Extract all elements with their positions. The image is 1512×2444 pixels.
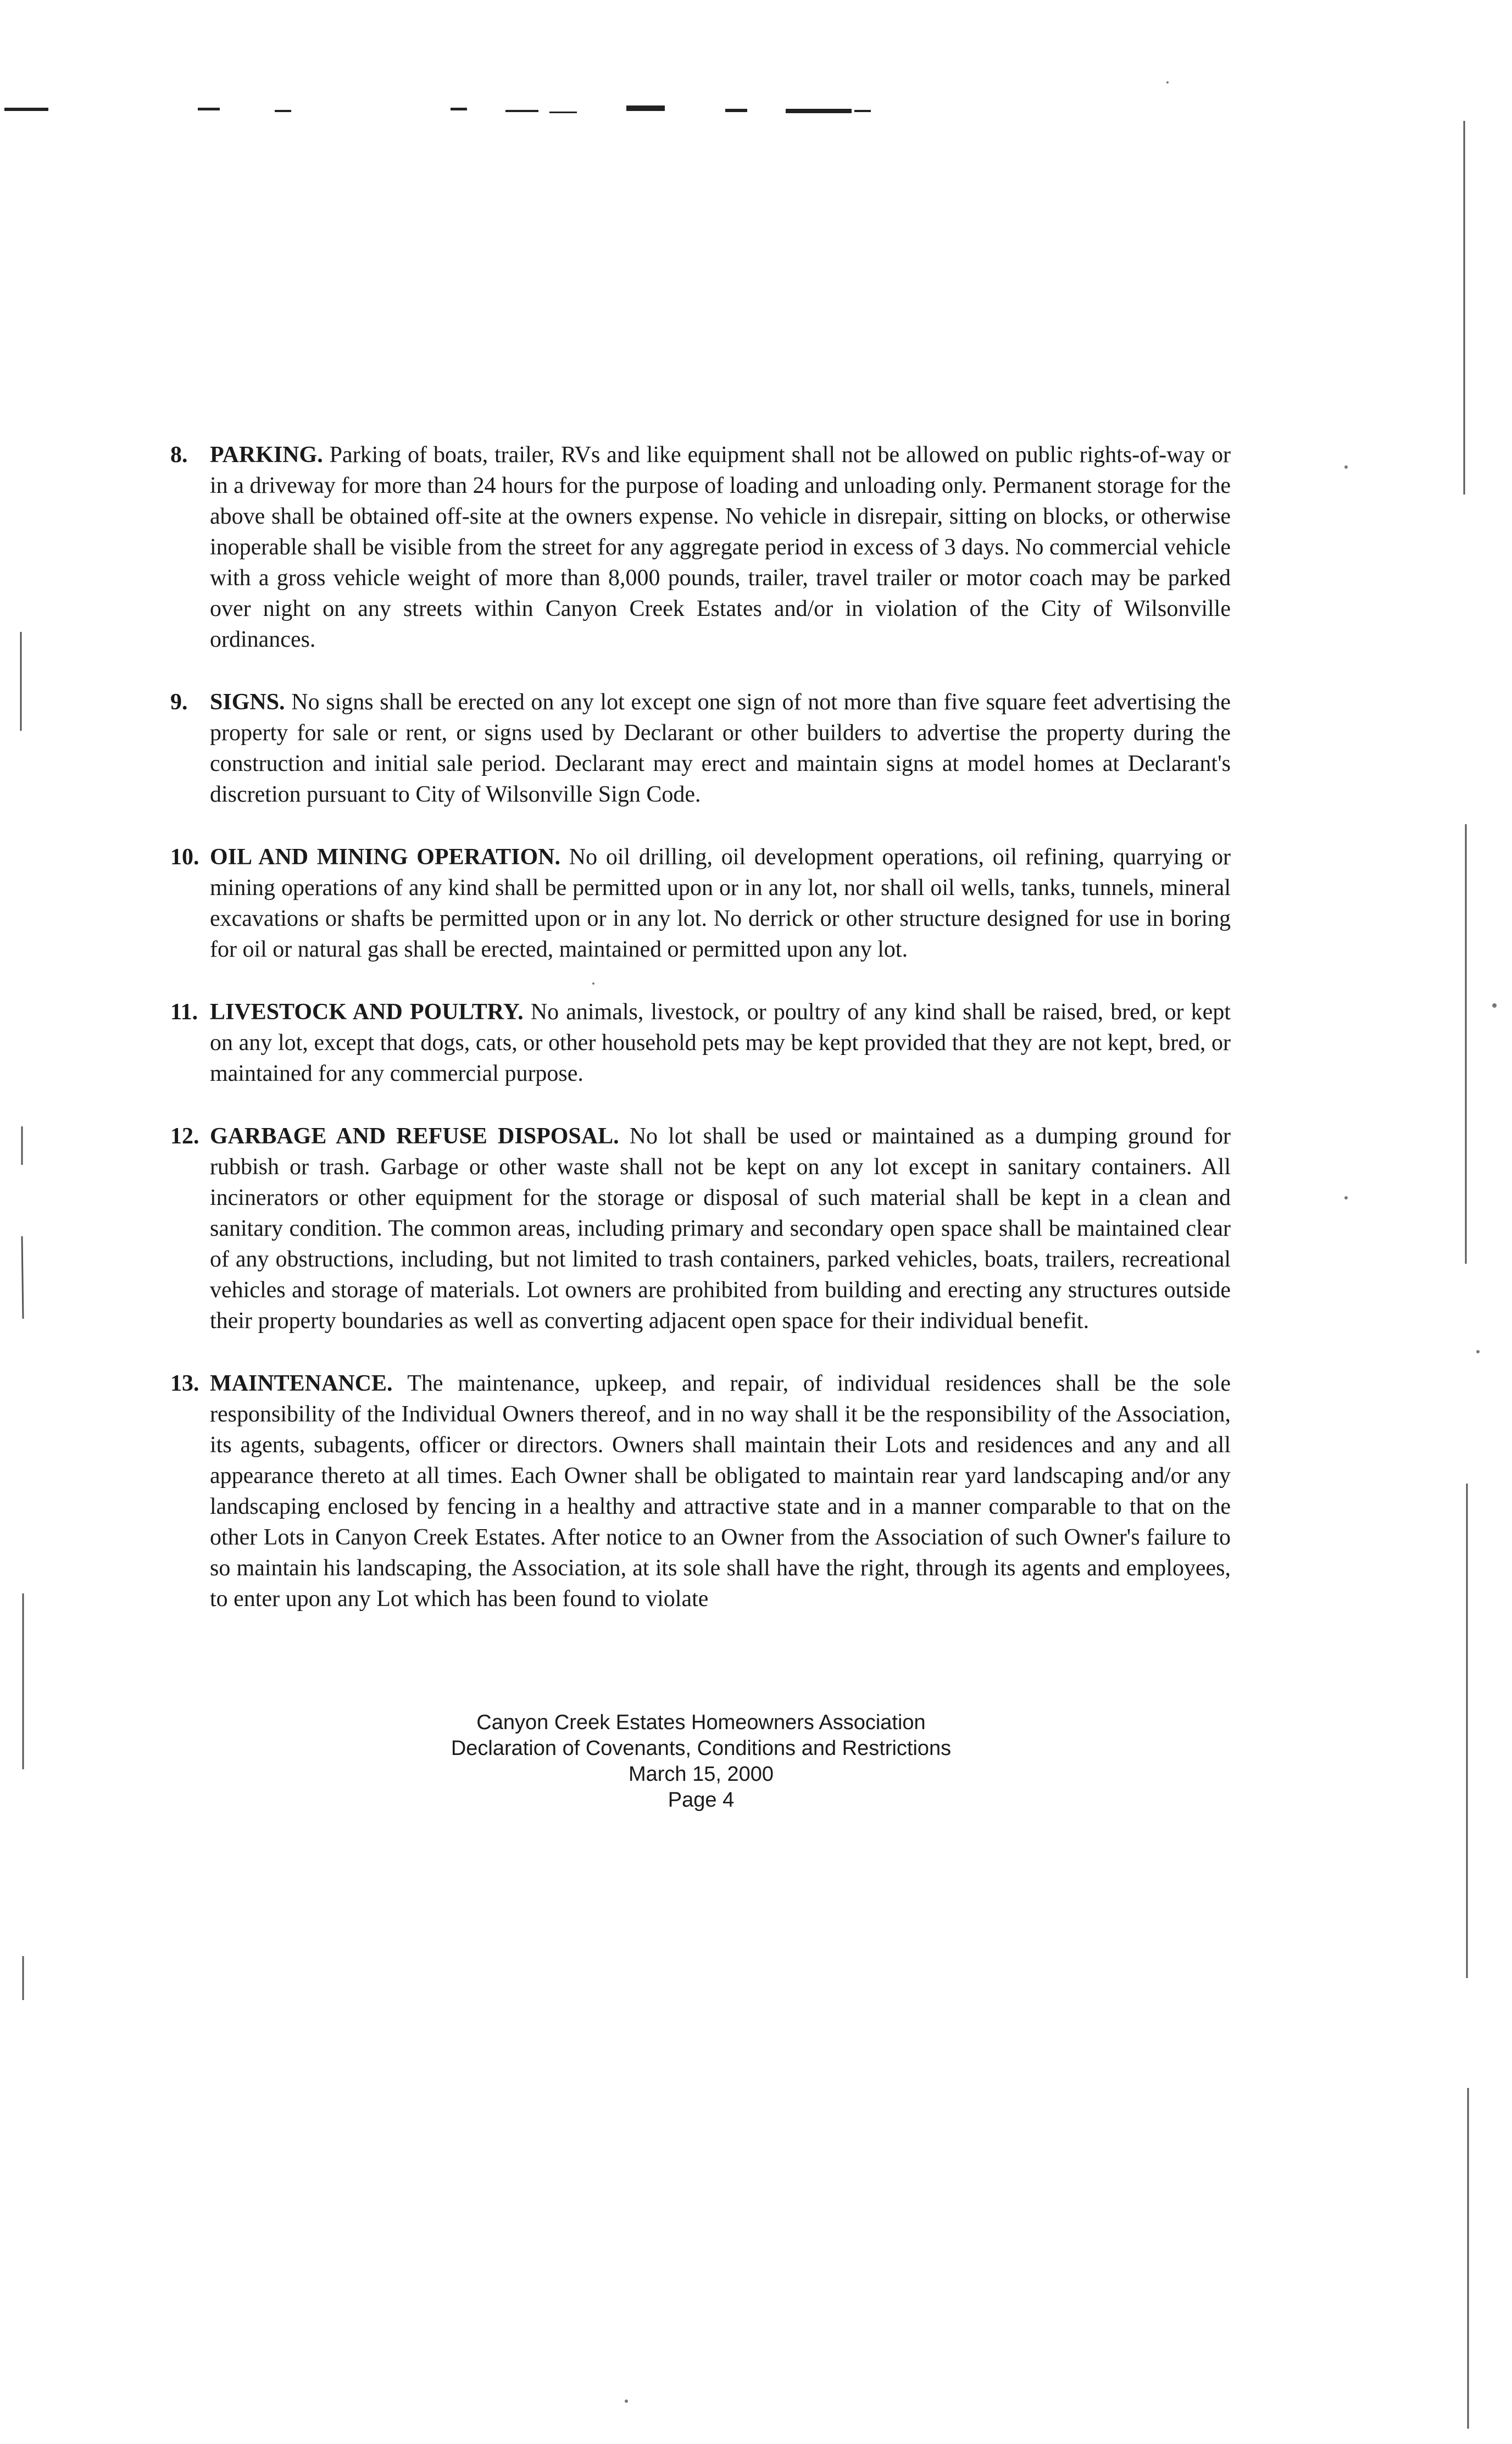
section-number: 13. — [170, 1371, 199, 1396]
document-body — [170, 440, 1231, 1646]
section-garbage-and-refuse — [170, 1121, 1231, 1336]
section-heading: MAINTENANCE. — [210, 1371, 408, 1396]
footer-page-number: Page 4 — [668, 1788, 735, 1812]
section-body: No animals, livestock, or poultry of any kind shall be raised, bred, or kept on any lot, except that dogs, cats, or other household pets may be kept provided that they are not kept, bred, or maintained for any commercial purpose. — [210, 999, 1231, 1086]
section-parking — [170, 440, 1231, 655]
section-signs — [170, 687, 1231, 810]
footer-date: March 15, 2000 — [628, 1763, 774, 1786]
section-heading: PARKING. — [210, 442, 330, 468]
section-heading: OIL AND MINING OPERATION. — [210, 845, 569, 870]
section-body: No signs shall be erected on any lot except one sign of not more than five square feet advertising the property for sale or rent, or signs used by Declarant or other builders to advertise the property during the construction and initial sale period. Declarant may erect and maintain signs at model homes at Declarant's discretion pursuant to City of Wilsonville Sign Code. — [210, 690, 1231, 807]
footer-document-title: Declaration of Covenants, Conditions and Restrictions — [451, 1737, 952, 1760]
section-heading: GARBAGE AND REFUSE DISPOSAL. — [210, 1124, 630, 1149]
section-number: 9. — [170, 690, 188, 715]
page-footer — [152, 1710, 1250, 1813]
section-heading: SIGNS. — [210, 690, 292, 715]
section-number: 8. — [170, 442, 188, 468]
section-heading: LIVESTOCK AND POULTRY. — [210, 999, 531, 1025]
section-livestock-and-poultry — [170, 997, 1231, 1089]
section-oil-and-mining — [170, 842, 1231, 965]
footer-association: Canyon Creek Estates Homeowners Association — [476, 1711, 926, 1734]
section-body: The maintenance, upkeep, and repair, of individual residences shall be the sole responsibility of the Individual Owners thereof, and in no way shall it be the responsibility of the Association, its agents, subagents, officer or directors. Owners shall maintain their Lots and residences and any and all appearance thereto at all times. Each Owner shall be obligated to maintain rear yard landscaping and/or any landscaping enclosed by fencing in a healthy and attractive state and in a manner comparable to that on the other Lots in Canyon Creek Estates. After notice to an Owner from the Association of such Owner's failure to so maintain his landscaping, the Association, at its sole shall have the right, through its agents and employees, to enter upon any Lot which has been found to violate — [210, 1371, 1231, 1612]
section-body: No lot shall be used or maintained as a dumping ground for rubbish or trash. Garbage or other waste shall not be kept on any lot except in sanitary containers. All incinerators or other equipment for the storage or disposal of such material shall be kept in a clean and sanitary condition. The common areas, including primary and secondary open space shall be maintained clear of any obstructions, including, but not limited to trash containers, parked vehicles, boats, trailers, recreational vehicles and storage of materials. Lot owners are prohibited from building and erecting any structures outside their property boundaries as well as converting adjacent open space for their individual benefit. — [210, 1124, 1231, 1334]
section-number: 10. — [170, 845, 199, 870]
section-number: 12. — [170, 1124, 199, 1149]
section-maintenance — [170, 1368, 1231, 1614]
section-body: No oil drilling, oil development operations, oil refining, quarrying or mining operations of any kind shall be permitted upon or in any lot, nor shall oil wells, tanks, tunnels, mineral excavations or shafts be permitted upon or in any lot. No derrick or other structure designed for use in boring for oil or natural gas shall be erected, maintained or permitted upon any lot. — [210, 845, 1231, 962]
section-body: Parking of boats, trailer, RVs and like equipment shall not be allowed on public rights-of-way or in a driveway for more than 24 hours for the purpose of loading and unloading only. Permanent storage for the above shall be obtained off-site at the owners expense. No vehicle in disrepair, sitting on blocks, or otherwise inoperable shall be visible from the street for any aggregate period in excess of 3 days. No commercial vehicle with a gross vehicle weight of more than 8,000 pounds, trailer, travel trailer or motor coach may be parked over night on any streets within Canyon Creek Estates and/or in violation of the City of Wilsonville ordinances. — [210, 442, 1231, 652]
section-number: 11. — [170, 999, 198, 1025]
